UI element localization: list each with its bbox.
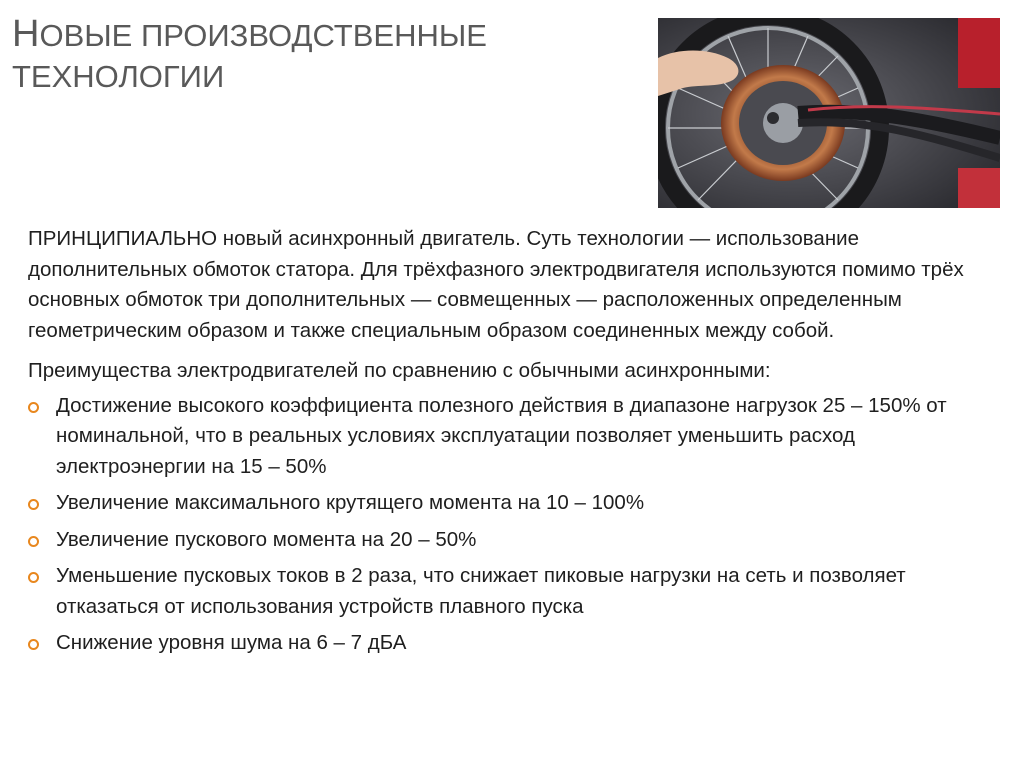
title-line-1 xyxy=(12,14,612,56)
list-item-text: Уменьшение пусковых токов в 2 раза, что снижает пиковые нагрузки на сеть и позволяет отказаться от использования устройств плавного пуска xyxy=(56,564,906,618)
list-item xyxy=(28,525,988,556)
motor-wheel-image xyxy=(658,18,1000,208)
advantages-list xyxy=(28,391,988,659)
slide-title xyxy=(12,14,612,97)
list-item xyxy=(28,488,988,519)
bullet-circle-icon xyxy=(28,572,39,583)
list-item-text: Увеличение пускового момента на 20 – 50% xyxy=(56,527,477,551)
list-item-text: Увеличение максимального крутящего момента на 10 – 100% xyxy=(56,491,645,514)
list-item xyxy=(28,391,988,483)
bullet-circle-icon xyxy=(28,499,39,510)
intro-paragraph: ПРИНЦИПИАЛЬНО новый асинхронный двигатель. Суть технологии — использование дополнительных обмоток статора. Для трёхфазного электродвигателя используются помимо трёх основных обмоток три дополнительных — совмещенных — расположенных определенным геометрическим образом и также специальным образом соединенных между собой. xyxy=(28,227,964,342)
title-line-1-text: ОВЫЕ ПРОИЗВОДСТВЕННЫЕ xyxy=(39,18,487,53)
list-item-text: Достижение высокого коэффициента полезного действия в диапазоне нагрузок 25 – 150% от номинальной, что в реальных условиях эксплуатации позволяет уменьшить расход электроэнергии на 15 – 50% xyxy=(56,393,947,478)
bullet-circle-icon xyxy=(28,402,39,413)
bullet-circle-icon xyxy=(28,536,39,547)
advantages-heading: Преимущества электродвигателей по сравнению с обычными асинхронными: xyxy=(28,359,771,382)
motor-wheel-photo xyxy=(658,18,1000,208)
title-initial: Н xyxy=(12,13,40,55)
list-item xyxy=(28,628,988,659)
list-item-text: Снижение уровня шума на 6 – 7 дБА xyxy=(56,631,407,654)
list-item xyxy=(28,561,988,622)
slide-content xyxy=(28,224,988,665)
title-line-2: ТЕХНОЛОГИИ xyxy=(12,59,225,94)
bullet-circle-icon xyxy=(28,639,39,650)
